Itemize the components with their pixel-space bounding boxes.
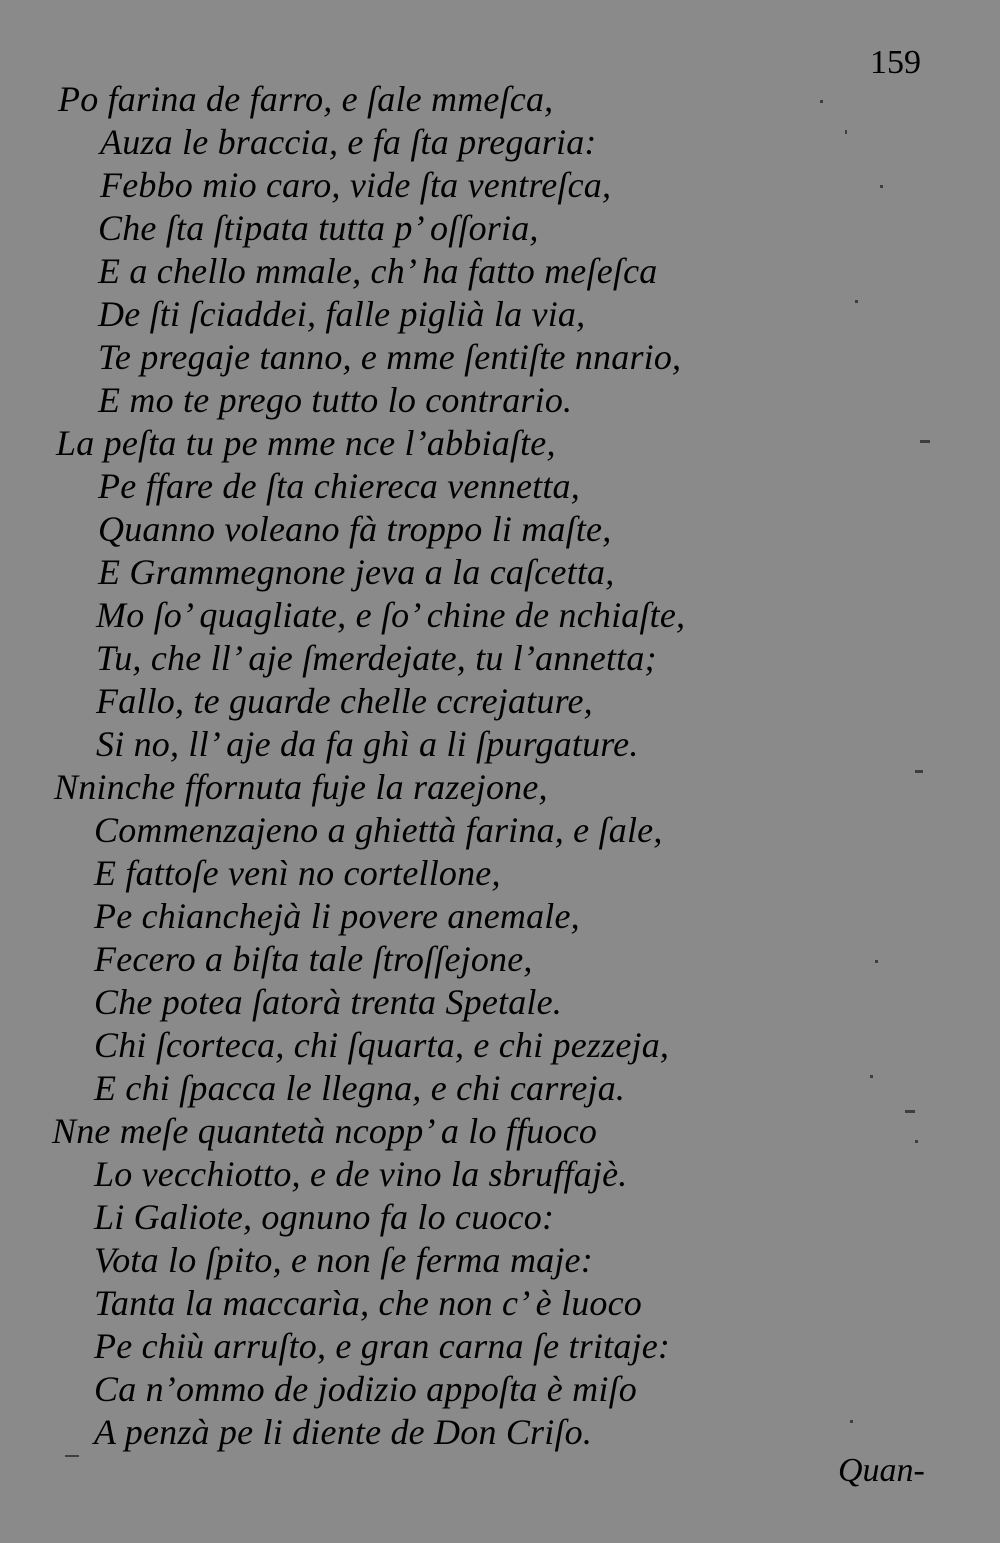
poem-line: E mo te prego tutto lo contrario. <box>98 380 573 420</box>
scan-speck <box>875 960 878 963</box>
poem-line: Si no, ll’ aje da fa ghì a li ſpurgature. <box>96 724 639 764</box>
poem-line: Quanno voleano fà troppo li maſte, <box>98 509 612 549</box>
poem-line: La peſta tu pe mme nce l’abbiaſte, <box>56 423 556 463</box>
poem-line: Vota lo ſpito, e non ſe ferma maje: <box>94 1240 593 1280</box>
poem-line: Chi ſcorteca, chi ſquarta, e chi pezzeja, <box>94 1025 670 1065</box>
poem-line: Auza le braccia, e fa ſta pregaria: <box>100 122 597 162</box>
poem-line: Nninche ffornuta fuje la razejone, <box>54 767 548 807</box>
poem-line: Che ſta ſtipata tutta p’ oſſoria, <box>98 208 539 248</box>
scan-speck <box>880 185 883 188</box>
poem-line: E fattoſe venì no cortellone, <box>94 853 501 893</box>
poem-line: E Grammegnone jeva a la caſcetta, <box>98 552 615 592</box>
poem-line: Te pregaje tanno, e mme ſentiſte nnario, <box>98 337 682 377</box>
scan-speck <box>915 1140 918 1143</box>
poem-line: Commenzajeno a ghiettà farina, e ſale, <box>94 810 663 850</box>
poem-line: E chi ſpacca le llegna, e chi carreja. <box>94 1068 626 1108</box>
poem-line: Pe chianchejà li povere anemale, <box>94 896 580 936</box>
poem-line: Lo vecchiotto, e de vino la sbruffajè. <box>94 1154 628 1194</box>
poem-line: Tu, che ll’ aje ſmerdejate, tu l’annetta; <box>96 638 657 678</box>
poem-line: Pe ffare de ſta chiereca vennetta, <box>98 466 580 506</box>
scan-speck <box>820 100 823 103</box>
scan-speck <box>915 770 923 773</box>
scan-speck <box>920 440 930 443</box>
poem-line: Nne meſe quantetà ncopp’ a lo ffuoco <box>52 1111 598 1151</box>
poem-line: Po farina de farro, e ſale mmeſca, <box>58 79 554 119</box>
poem-line: Febbo mio caro, vide ſta ventreſca, <box>100 165 612 205</box>
poem-line: De ſti ſciaddei, falle piglià la via, <box>98 294 586 334</box>
scan-speck <box>850 1420 853 1423</box>
poem-line: Che potea ſatorà trenta Spetale. <box>94 982 563 1022</box>
poem-line: Li Galiote, ognuno fa lo cuoco: <box>94 1197 555 1237</box>
scan-speck <box>905 1110 915 1113</box>
page-number: 159 <box>870 44 921 81</box>
scan-speck <box>845 130 847 134</box>
poem-line: Ca n’ommo de jodizio appoſta è miſo <box>94 1369 637 1409</box>
poem-line: Fecero a biſta tale ſtroſſejone, <box>94 939 533 979</box>
poem-line: E a chello mmale, ch’ ha fatto meſeſca <box>98 251 658 291</box>
poem-line: Mo ſo’ quagliate, e ſo’ chine de nchiaſte, <box>96 595 686 635</box>
scan-speck <box>65 1455 79 1457</box>
poem-line: Pe chiù arruſto, e gran carna ſe tritaje: <box>94 1326 671 1366</box>
scan-speck <box>870 1075 873 1078</box>
scan-speck <box>855 300 858 303</box>
poem-line: Tanta la maccarìa, che non c’ è luoco <box>94 1283 642 1323</box>
poem-line: A penzà pe li diente de Don Criſo. <box>94 1412 593 1452</box>
poem-line: Fallo, te guarde chelle ccrejature, <box>96 681 593 721</box>
catchword: Quan- <box>838 1452 925 1489</box>
